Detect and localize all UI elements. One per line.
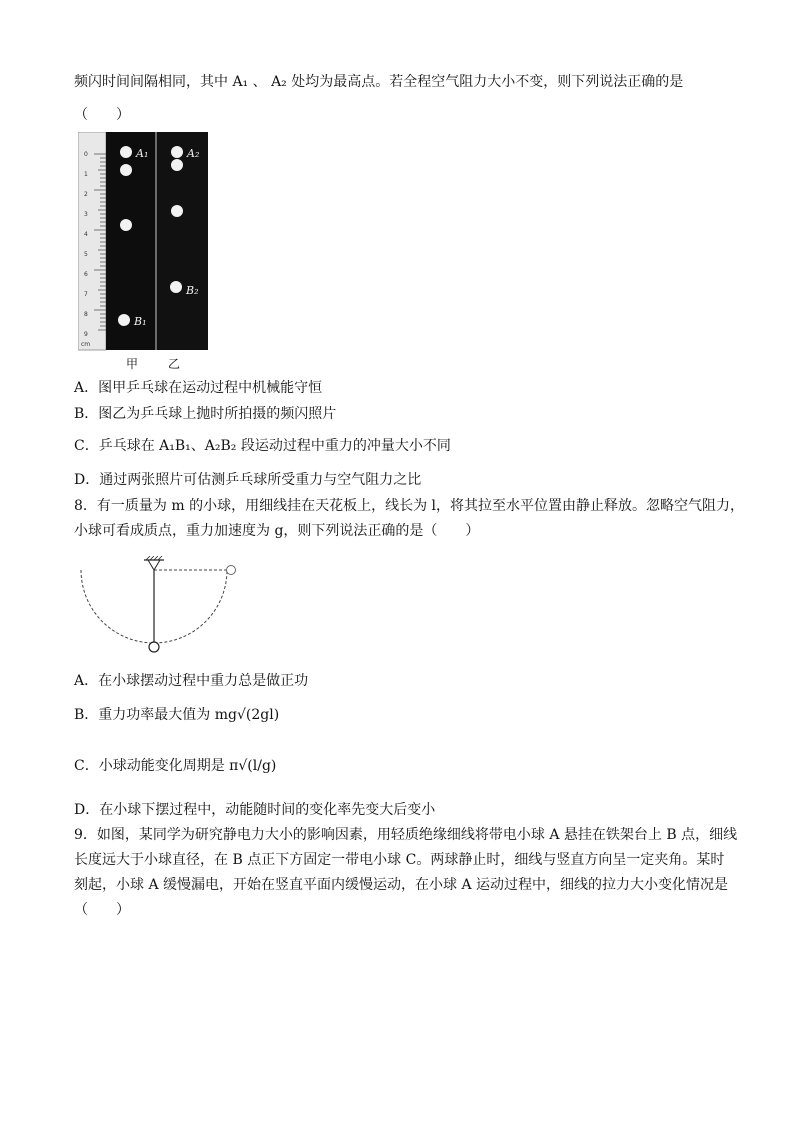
ruler-tick-6: 6 [84, 271, 88, 278]
q9-line1: 9．如图，某同学为研究静电力大小的影响因素，用轻质绝缘细线将带电小球 A 悬挂在铁架台上 B 点，细线 [74, 827, 738, 843]
photo-panel-jia [106, 132, 156, 350]
ruler [78, 132, 106, 350]
q7-option-c: C．乒乓球在 A₁B₁、A₂B₂ 段运动过程中重力的冲量大小不同 [74, 438, 451, 454]
q8-option-c: C．小球动能变化周期是 π√(l/g) [74, 758, 277, 774]
ruler-tick-9: 9 [84, 331, 88, 338]
q7-option-b: B．图乙为乒乓球上抛时所拍摄的频闪照片 [74, 406, 337, 422]
q7-stem-line2: （ ） [74, 107, 130, 123]
pivot-support [148, 560, 160, 570]
strobe-photo-figure [78, 132, 208, 372]
caption-yi: 乙 [168, 357, 181, 371]
q8-option-d: D．在小球下摆过程中，动能随时间的变化率先变大后变小 [74, 802, 436, 818]
ruler-unit: cm [81, 341, 91, 348]
label-b2: B₂ [186, 284, 199, 297]
q8-option-b: B．重力功率最大值为 mg√(2gl) [74, 707, 280, 723]
ball-release [227, 566, 236, 575]
ruler-tick-1: 1 [84, 171, 88, 178]
q7-option-a: A．图甲乒乓球在运动过程中机械能守恒 [74, 380, 323, 396]
ruler-tick-7: 7 [84, 291, 88, 298]
ruler-tick-2: 2 [84, 191, 88, 198]
ruler-tick-3: 3 [84, 211, 88, 218]
ball-jia [120, 146, 132, 158]
ball-yi [171, 159, 183, 171]
ruler-tick-5: 5 [84, 251, 88, 258]
ball-jia [118, 314, 130, 326]
ruler-tick-8: 8 [84, 311, 88, 318]
q8-stem-line1: 8．有一质量为 m 的小球，用细线挂在天花板上，线长为 l，将其拉至水平位置由静止释放。忽略空气阻力， [74, 498, 745, 514]
q9-line4: （ ） [74, 902, 130, 918]
ball-yi [171, 205, 183, 217]
label-a2: A₂ [187, 147, 200, 160]
ball-bottom [149, 642, 159, 652]
q9-line2: 长度远大于小球直径，在 B 点正下方固定一带电小球 C。两球静止时，细线与竖直方向呈一定夹角。某时 [74, 852, 725, 868]
q7-option-d: D．通过两张照片可估测乒乓球所受重力与空气阻力之比 [74, 472, 422, 488]
ball-yi [170, 281, 182, 293]
ball-jia [120, 164, 132, 176]
ball-yi [171, 146, 183, 158]
q8-option-a: A．在小球摆动过程中重力总是做正功 [74, 673, 309, 689]
ruler-tick-4: 4 [84, 231, 88, 238]
ruler-tick-0: 0 [84, 151, 88, 158]
caption-jia: 甲 [126, 357, 139, 371]
label-a1: A₁ [136, 147, 149, 160]
q7-stem-line1: 频闪时间间隔相同，其中 A₁ 、 A₂ 处均为最高点。若全程空气阻力大小不变，则下列说法正确的是 [74, 74, 684, 90]
q8-stem-line2: 小球可看成质点，重力加速度为 g，则下列说法正确的是（ ） [74, 523, 480, 539]
ball-jia [120, 219, 132, 231]
label-b1: B₁ [134, 315, 147, 328]
q9-line3: 刻起，小球 A 缓慢漏电，开始在竖直平面内缓慢运动，在小球 A 运动过程中，细线的拉力大小变化情况是 [74, 877, 729, 893]
pendulum-figure [70, 556, 250, 656]
